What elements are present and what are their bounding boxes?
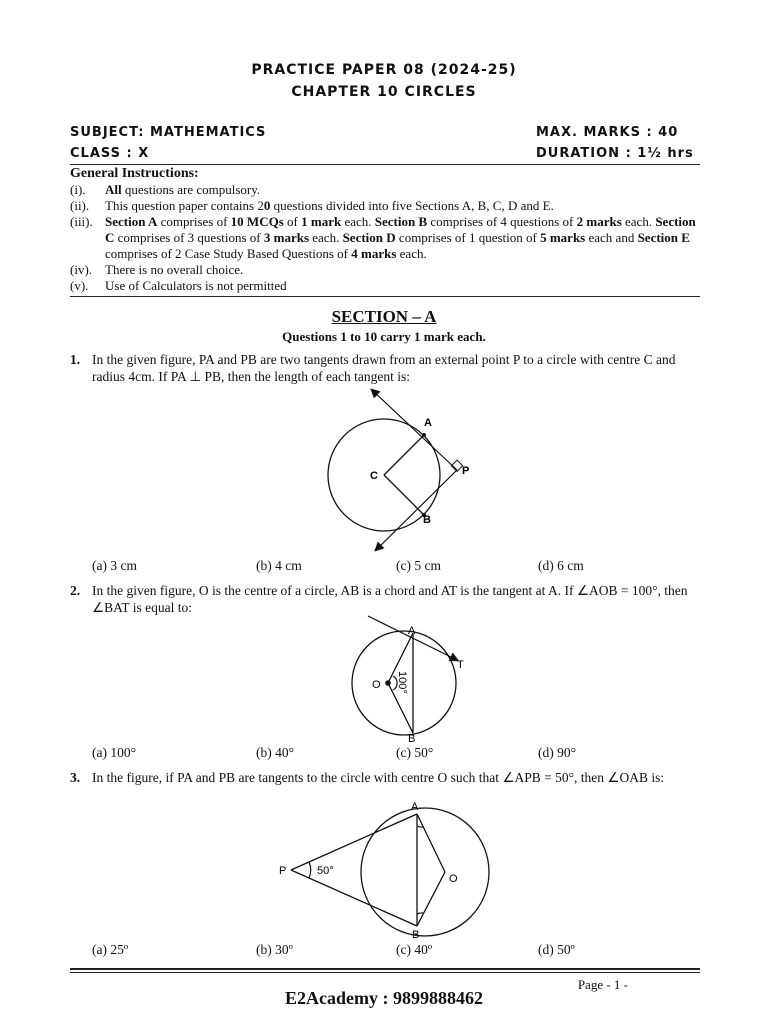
instruction-fragment: each and xyxy=(585,230,638,245)
instruction-fragment: each. xyxy=(621,214,656,229)
instruction-number: (v). xyxy=(70,278,89,293)
option-a[interactable]: (a) 3 cm xyxy=(92,558,137,573)
instructions-divider xyxy=(70,296,700,297)
option-b[interactable]: (b) 4 cm xyxy=(256,558,302,573)
instruction-fragment: questions divided into five Sections A, B, C, D and E. xyxy=(270,198,554,213)
label-o: O xyxy=(449,873,458,885)
question-text: In the figure, if PA and PB are tangents to the circle with centre O such that ∠APB = 50°, then ∠OAB is: xyxy=(92,770,665,785)
instruction-emphasis: 10 MCQs xyxy=(230,214,284,229)
instruction-text xyxy=(105,262,700,278)
label-a: A xyxy=(424,417,432,429)
instruction-emphasis: Section E xyxy=(637,230,690,245)
option-d[interactable]: (d) 90° xyxy=(538,745,577,760)
question-1 xyxy=(70,351,702,385)
circle xyxy=(361,808,489,936)
option-d[interactable]: (d) 50º xyxy=(538,942,575,957)
options-q3 xyxy=(92,942,702,960)
instruction-item xyxy=(70,278,700,294)
label-b: B xyxy=(412,929,420,940)
instruction-fragment: comprises of 3 questions of xyxy=(114,230,264,245)
label-b: B xyxy=(408,733,416,744)
footer-rule-thick xyxy=(70,968,700,970)
question-text: In the given figure, PA and PB are two tangents drawn from an external point P to a circle with centre C and radius 4cm. If PA ⊥ PB, then the length of each tangent is: xyxy=(92,352,676,384)
instruction-number: (iii). xyxy=(70,214,93,229)
option-b[interactable]: (b) 40° xyxy=(256,745,295,760)
option-c[interactable]: (c) 40º xyxy=(396,942,433,957)
instruction-number: (i). xyxy=(70,182,86,197)
instruction-emphasis: Section B xyxy=(374,214,428,229)
instruction-fragment: each. xyxy=(396,246,427,261)
instruction-fragment: each. xyxy=(341,214,375,229)
question-3 xyxy=(70,769,702,803)
duration-label: DURATION : 1½ hrs xyxy=(536,146,694,161)
header-divider xyxy=(70,164,700,165)
instruction-number: (iv). xyxy=(70,262,93,277)
options-q2 xyxy=(92,745,702,763)
instruction-text xyxy=(105,278,700,294)
chapter-title: CHAPTER 10 CIRCLES xyxy=(291,84,477,100)
radius-ob xyxy=(417,872,445,926)
instruction-emphasis: 4 marks xyxy=(351,246,397,261)
instruction-fragment: of xyxy=(283,214,302,229)
angle-label: 50° xyxy=(317,865,334,877)
section-title-text: SECTION – A xyxy=(331,307,437,326)
instruction-fragment: comprises of 4 questions of xyxy=(427,214,577,229)
angle-arc-p xyxy=(309,862,311,878)
option-a[interactable]: (a) 25º xyxy=(92,942,129,957)
instruction-fragment: comprises of 1 question of xyxy=(395,230,541,245)
angle-arc-a xyxy=(417,826,423,827)
section-subtitle: Questions 1 to 10 carry 1 mark each. xyxy=(282,329,486,344)
instruction-emphasis: Section D xyxy=(342,230,396,245)
instruction-fragment: Use of Calculators is not permitted xyxy=(105,278,287,293)
instruction-fragment: There is no overall choice. xyxy=(105,262,244,277)
instruction-fragment: questions are compulsory. xyxy=(121,182,261,197)
label-a: A xyxy=(408,625,416,637)
point-o xyxy=(385,680,391,686)
instruction-emphasis: 3 marks xyxy=(263,230,310,245)
instruction-item xyxy=(70,262,700,278)
question-2 xyxy=(70,582,702,616)
label-c: C xyxy=(370,470,378,482)
tangent-pb xyxy=(291,870,417,926)
option-c[interactable]: (c) 5 cm xyxy=(396,558,441,573)
figure-q1-circle-tangents xyxy=(300,388,500,556)
footer-brand: E2Academy : 9899888462 xyxy=(285,988,483,1008)
figure-q3-tangents-angle xyxy=(275,800,505,940)
instruction-fragment: comprises of xyxy=(157,214,231,229)
instructions-heading: General Instructions: xyxy=(70,166,199,181)
label-t: T xyxy=(457,659,464,671)
label-p: P xyxy=(279,865,287,877)
radius-ca xyxy=(384,435,424,475)
instruction-emphasis: Section C xyxy=(105,214,696,245)
max-marks-label: MAX. MARKS : 40 xyxy=(536,125,679,140)
instruction-item xyxy=(70,214,700,262)
instruction-number: (ii). xyxy=(70,198,90,213)
instruction-fragment: each. xyxy=(309,230,343,245)
section-title xyxy=(0,307,768,327)
question-number: 3. xyxy=(70,770,81,785)
paper-title: PRACTICE PAPER 08 (2024-25) xyxy=(251,62,517,78)
footer-rule-thin xyxy=(70,972,700,973)
instruction-item xyxy=(70,182,700,198)
instruction-item xyxy=(70,198,700,214)
instruction-text xyxy=(105,198,700,214)
question-number: 2. xyxy=(70,583,81,598)
radius-oa xyxy=(417,814,445,872)
label-a: A xyxy=(411,801,419,813)
instruction-fragment: This question paper contains 2 xyxy=(105,198,264,213)
instruction-fragment: comprises of 2 Case Study Based Questions of xyxy=(105,246,352,261)
instruction-emphasis: Section A xyxy=(105,214,158,229)
tangent-pa xyxy=(291,814,417,870)
instruction-text xyxy=(105,182,700,198)
instruction-emphasis: 0 xyxy=(263,198,271,213)
figure-q2-chord-tangent xyxy=(340,614,480,744)
tangent-pb xyxy=(376,470,457,550)
instruction-emphasis: 5 marks xyxy=(540,230,586,245)
instruction-text xyxy=(105,214,700,262)
angle-arc-b xyxy=(417,913,423,914)
option-c[interactable]: (c) 50° xyxy=(396,745,434,760)
question-number: 1. xyxy=(70,352,81,367)
point-a xyxy=(422,433,426,437)
instruction-emphasis: 2 marks xyxy=(576,214,622,229)
class-label: CLASS : X xyxy=(70,146,150,161)
instruction-emphasis: All xyxy=(105,182,122,197)
angle-label: 100° xyxy=(396,671,408,694)
instruction-emphasis: 1 mark xyxy=(301,214,342,229)
label-p: P xyxy=(462,465,470,477)
question-text: In the given figure, O is the centre of a circle, AB is a chord and AT is the tangent at A. If ∠AOB = 100°, then ∠BAT is equal to: xyxy=(92,583,688,615)
tangent-pa xyxy=(372,390,457,470)
label-o: O xyxy=(372,679,381,691)
subject-label: SUBJECT: MATHEMATICS xyxy=(70,125,267,140)
option-b[interactable]: (b) 30º xyxy=(256,942,293,957)
label-b: B xyxy=(423,514,431,526)
options-q1 xyxy=(92,558,702,576)
option-a[interactable]: (a) 100° xyxy=(92,745,137,760)
option-d[interactable]: (d) 6 cm xyxy=(538,558,584,573)
page-number: Page - 1 - xyxy=(577,977,628,992)
